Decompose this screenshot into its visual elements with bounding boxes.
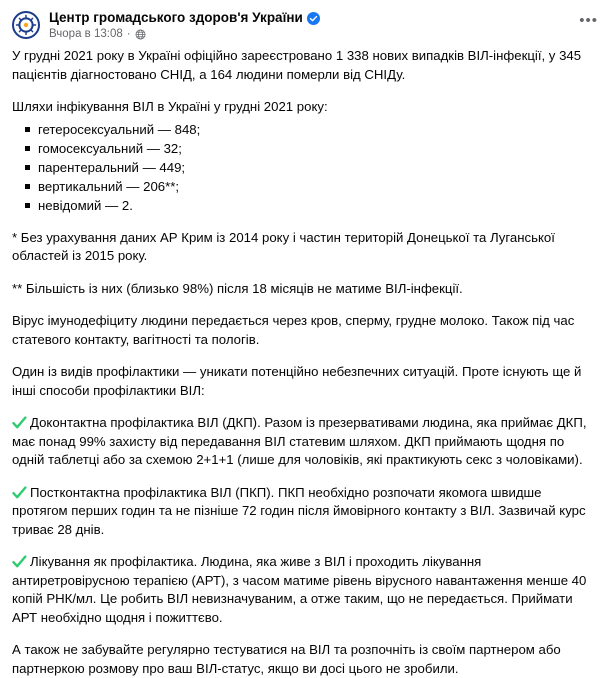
pep-text: Постконтактна профілактика ВІЛ (ПКП). ПКП необхідно розпочати якомога швидше протягом перших годин та не пізніше 72 годин після ймовірного контакту з ВІЛ. Зазвичай курс триває 28 днів.: [12, 484, 586, 537]
paragraph-closing: А також не забувайте регулярно тестуватися на ВІЛ та розпочніть із своїм партнером або партнеркою розмову про ваш ВІЛ-статус, якщо ви досі цього не зробили.: [12, 642, 561, 676]
prep-text: Доконтактна профілактика ВІЛ (ДКП). Разом із презервативами людина, яка приймає ДКП, має понад 99% захисту від передавання ВІЛ статевим шляхом. ДКП приймають щодня по одній таблетці або за схемою 2+1+1 (лише для чоловіків, які практикують секс з чоловіками).: [12, 415, 587, 467]
page-name-row: [49, 10, 571, 26]
post-meta: [49, 27, 571, 41]
prevention-item-art: [12, 553, 598, 627]
prevention-item-pep: [12, 484, 598, 540]
list-item: парентеральний — 449;: [38, 158, 598, 177]
transmission-routes-list: [12, 120, 598, 215]
list-item: гетеросексуальний — 848;: [38, 120, 598, 139]
page-name[interactable]: Центр громадського здоров'я України: [49, 10, 303, 25]
logo-mark-icon: [15, 14, 37, 36]
globe-icon: [135, 29, 146, 40]
check-mark-icon: [12, 486, 27, 499]
prevention-item-prep: [12, 414, 598, 470]
post-options-button[interactable]: •••: [579, 12, 598, 29]
post-header: [0, 0, 610, 43]
paragraph-intro: У грудні 2021 року в Україні офіційно зареєстровано 1 338 нових випадків ВІЛ-інфекції, у 345 пацієнтів діагностовано СНІД, а 164 людини померли від СНІДу.: [12, 48, 582, 82]
post-body: [0, 43, 610, 678]
routes-title: Шляхи інфікування ВІЛ в Україні у грудні 2021 року:: [12, 99, 328, 114]
verified-badge-icon: [307, 12, 320, 25]
footnote-crimea: * Без урахування даних АР Крим із 2014 року і частин територій Донецької та Луганської областей із 2015 року.: [12, 229, 555, 263]
paragraph-transmission: Вірус імунодефіциту людини передається через кров, сперму, грудне молоко. Також під час статевого контакту, вагітності та пологів.: [12, 313, 575, 347]
footnote-vertical: ** Більшість із них (близько 98%) після 18 місяців не матиме ВІЛ-інфекції.: [12, 280, 463, 296]
meta-separator: ·: [126, 28, 131, 40]
art-text: Лікування як профілактика. Людина, яка живе з ВІЛ і проходить лікування антиретровірусною терапією (АРТ), з часом матиме рівень вірусного навантаження менше 40 копій РНК/мл. Це робить ВІЛ невизначуваним, а отже таким, що не передається. Приймати АРТ необхідно щодня і пожиттєво.: [12, 554, 587, 625]
post-timestamp[interactable]: Вчора в 13:08: [49, 28, 123, 40]
list-item: вертикальний — 206**;: [38, 177, 598, 196]
list-item: невідомий — 2.: [38, 196, 598, 215]
check-mark-icon: [12, 555, 27, 568]
list-item: гомосексуальний — 32;: [38, 139, 598, 158]
post-header-text: [49, 10, 571, 41]
paragraph-prevention-intro: Один із видів профілактики — уникати потенційно небезпечних ситуацій. Проте існують ще й інші способи профілактики ВІЛ:: [12, 364, 582, 398]
avatar[interactable]: [12, 11, 40, 39]
check-mark-icon: [12, 416, 27, 429]
